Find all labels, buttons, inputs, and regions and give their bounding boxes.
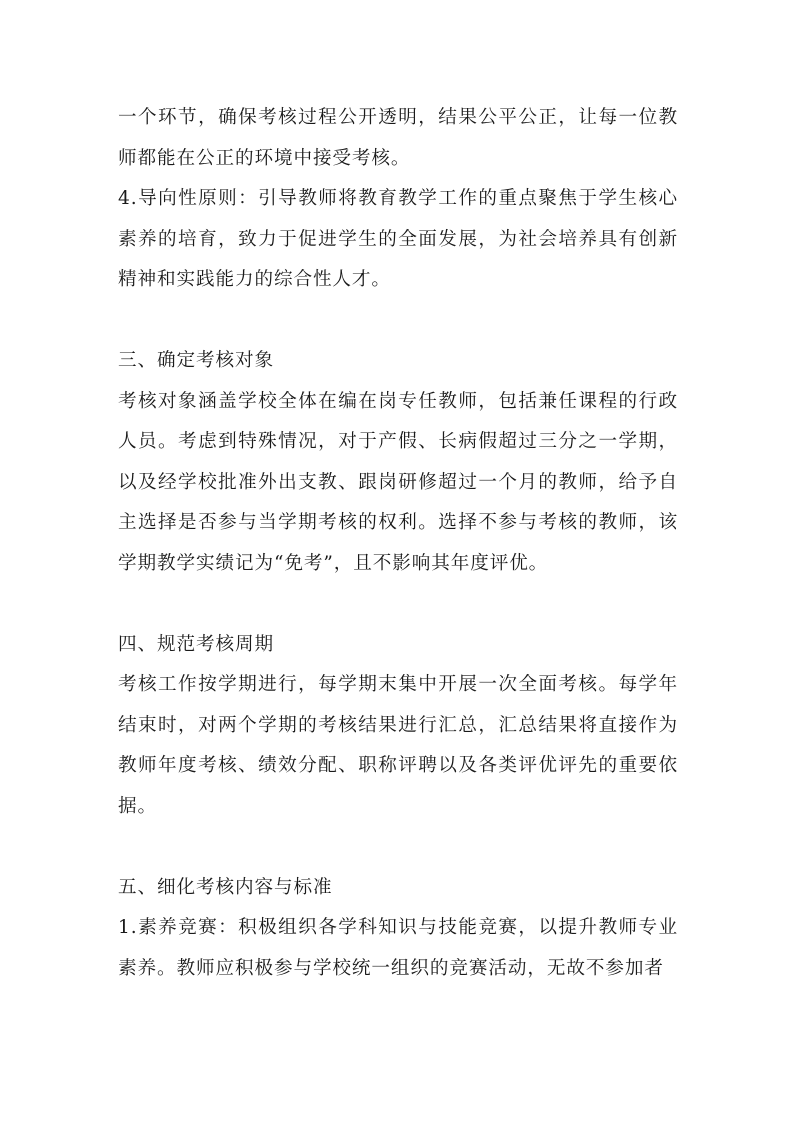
paragraph-literacy-competition: 1.素养竞赛：积极组织各学科知识与技能竞赛，以提升教师专业素养。教师应积极参与学校统一组织的竞赛活动，无故不参加者 [118,917,678,979]
paragraph-assessment-targets: 考核对象涵盖学校全体在编在岗专任教师，包括兼任课程的行政人员。考虑到特殊情况，对于产假、长病假超过三分之一学期，以及经学校批准外出支教、跟岗研修超过一个月的教师，给予自主选择是否参与当学期考核的权利。选择不参与考核的教师，该学期教学实绩记为“免考”，且不影响其年度评优。 [118,390,678,574]
heading-section-4: 四、规范考核周期 [118,633,274,655]
section-gap [118,301,678,342]
heading-section-5: 五、细化考核内容与标准 [118,876,333,898]
section-gap [118,584,678,625]
heading-section-3: 三、确定考核对象 [118,350,274,371]
document-body [118,98,678,989]
section-gap [118,827,678,868]
paragraph-fairness-continued: 一个环节，确保考核过程公开透明，结果公平公正，让每一位教师都能在公正的环境中接受考核。 [118,107,678,169]
paragraph-assessment-cycle: 考核工作按学期进行，每学期末集中开展一次全面考核。每学年结束时，对两个学期的考核结果进行汇总，汇总结果将直接作为教师年度考核、绩效分配、职称评聘以及各类评优评先的重要依据。 [118,674,678,817]
paragraph-guidance-principle: 4.导向性原则：引导教师将教育教学工作的重点聚焦于学生核心素养的培育，致力于促进学生的全面发展，为社会培养具有创新精神和实践能力的综合性人才。 [118,188,678,290]
